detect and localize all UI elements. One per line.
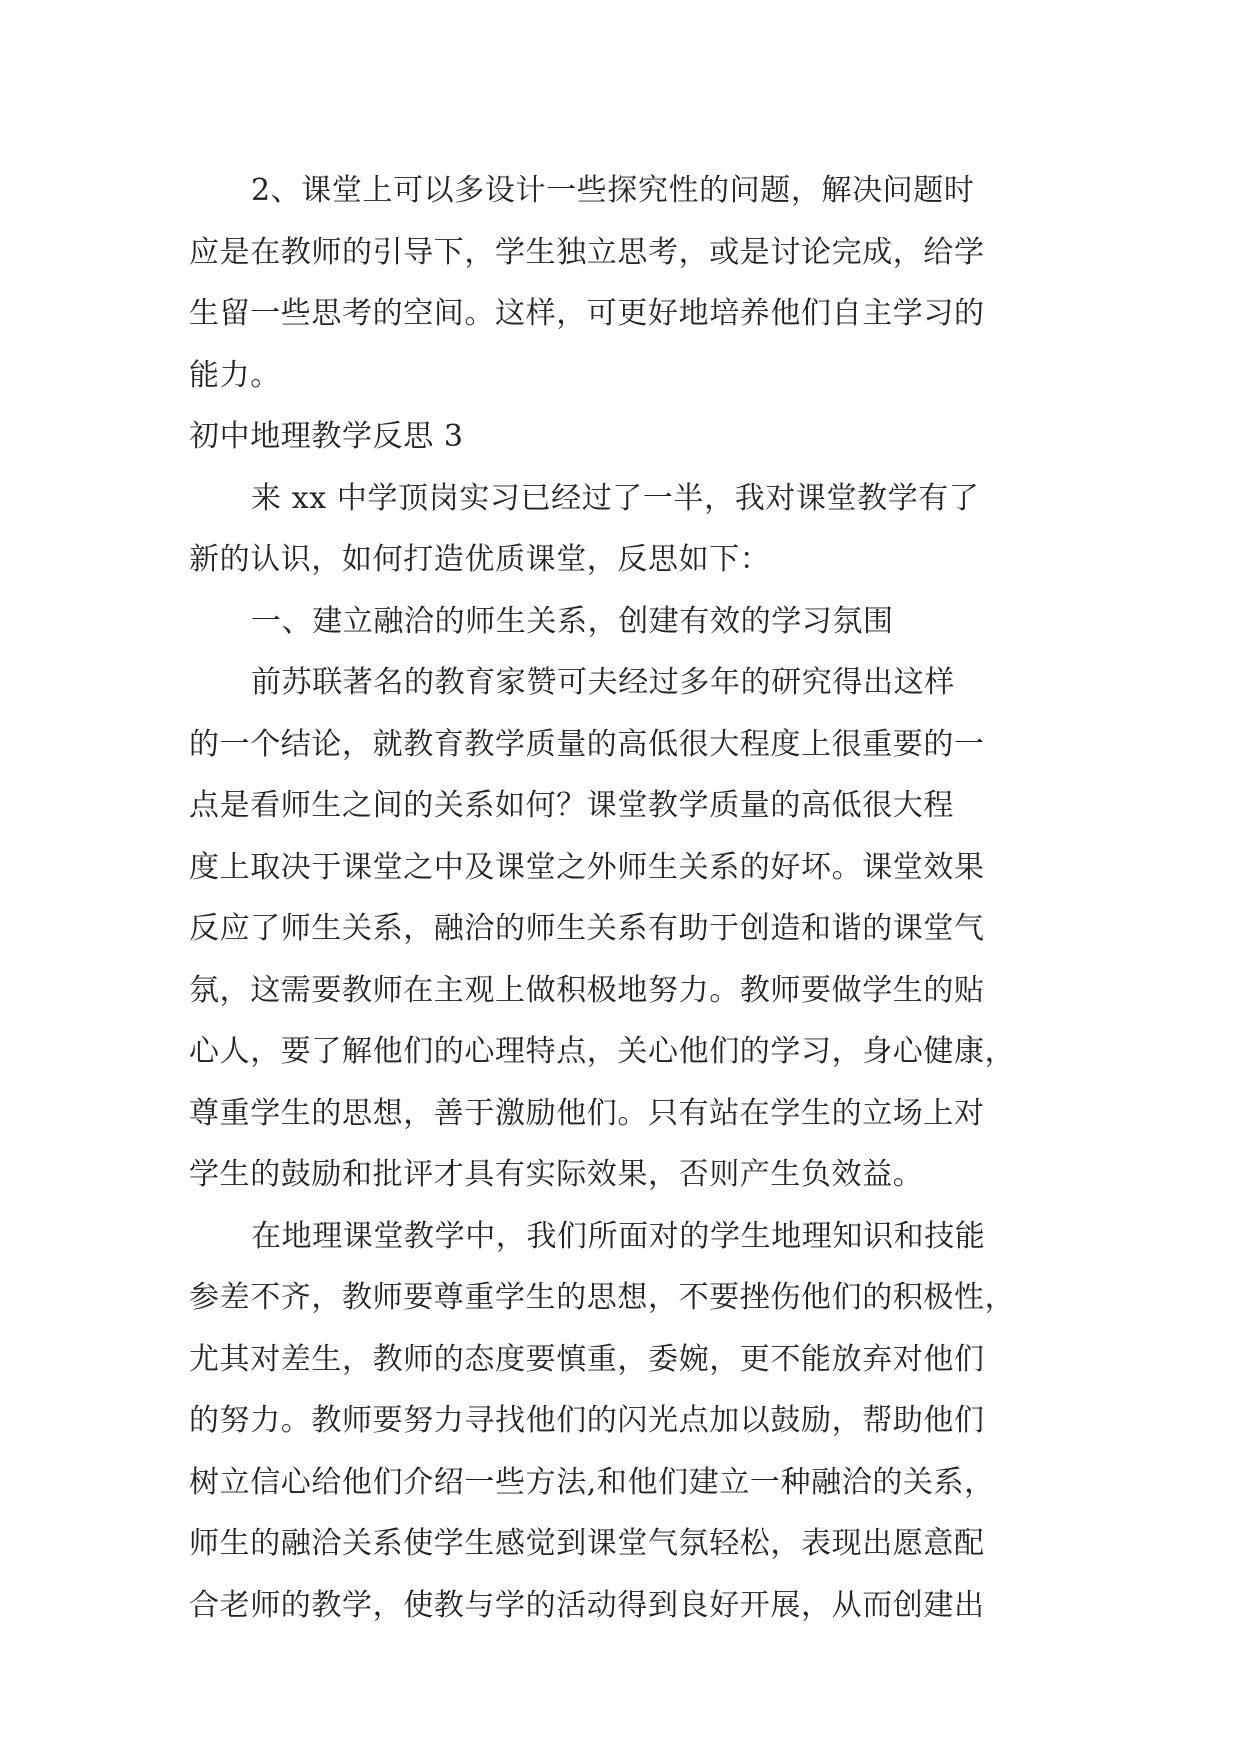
text-line: 师生的融洽关系使学生感觉到课堂气氛轻松，表现出愿意配	[189, 1526, 985, 1561]
text-line: 应是在教师的引导下，学生独立思考，或是讨论完成，给学	[189, 234, 985, 270]
text-line: 心人，要了解他们的心理特点，关心他们的学习，身心健康，	[189, 1034, 1016, 1069]
text-line: 度上取决于课堂之中及课堂之外师生关系的好坏。课堂效果	[189, 849, 985, 885]
text-line: 新的认识，如何打造优质课堂，反思如下：	[189, 542, 771, 577]
text-line: 参差不齐，教师要尊重学生的思想，不要挫伤他们的积极性，	[189, 1280, 1016, 1315]
text-line: 尊重学生的思想，善于激励他们。只有站在学生的立场上对	[189, 1095, 985, 1131]
text-line: 树立信心给他们介绍一些方法,和他们建立一种融洽的关系，	[189, 1464, 995, 1500]
text-line: 前苏联著名的教育家赞可夫经过多年的研究得出这样	[251, 665, 955, 700]
text-line: 2、课堂上可以多设计一些探究性的问题，解决问题时	[251, 173, 975, 208]
text-line: 在地理课堂教学中，我们所面对的学生地理知识和技能	[251, 1218, 986, 1254]
text-line: 一、建立融洽的师生关系，创建有效的学习氛围	[251, 603, 894, 639]
document-body	[189, 160, 1049, 1636]
text-line: 氛，这需要教师在主观上做积极地努力。教师要做学生的贴	[189, 972, 985, 1008]
text-line: 的一个结论，就教育教学质量的高低很大程度上很重要的一	[189, 726, 985, 762]
text-line: 来 xx 中学顶岗实习已经过了一半，我对课堂教学有了	[251, 480, 980, 516]
text-line: 点是看师生之间的关系如何？课堂教学质量的高低很大程	[189, 788, 954, 823]
text-line: 反应了师生关系，融洽的师生关系有助于创造和谐的课堂气	[189, 911, 985, 946]
text-line: 能力。	[189, 357, 281, 393]
text-line: 初中地理教学反思 3	[189, 419, 464, 454]
text-line: 学生的鼓励和批评才具有实际效果，否则产生负效益。	[189, 1157, 924, 1192]
text-line: 合老师的教学，使教与学的活动得到良好开展，从而创建出	[189, 1587, 985, 1623]
text-line: 生留一些思考的空间。这样，可更好地培养他们自主学习的	[189, 296, 985, 331]
text-line: 尤其对差生，教师的态度要慎重，委婉，更不能放弃对他们	[189, 1341, 985, 1377]
text-line: 的努力。教师要努力寻找他们的闪光点加以鼓励，帮助他们	[189, 1403, 985, 1438]
